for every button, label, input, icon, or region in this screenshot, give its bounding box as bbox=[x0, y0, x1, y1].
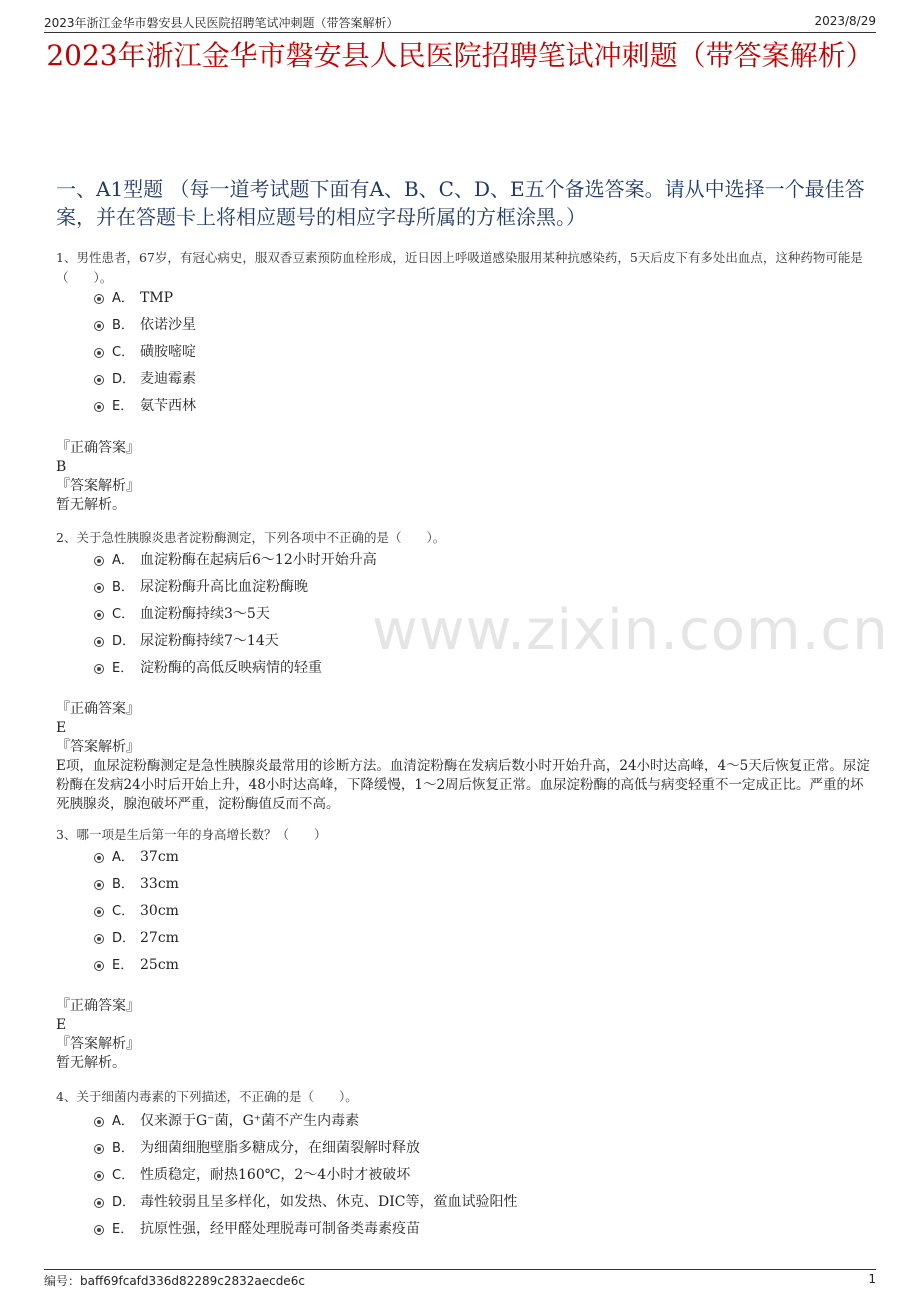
analysis-label: 『答案解析』 bbox=[56, 478, 140, 494]
analysis-label: 『答案解析』 bbox=[56, 739, 140, 755]
option-e[interactable]: E． 抗原性强，经甲醛处理脱毒可制备类毒素疫苗 bbox=[94, 1219, 420, 1239]
analysis-label: 『答案解析』 bbox=[56, 1036, 140, 1052]
radio-icon[interactable] bbox=[94, 556, 104, 566]
radio-icon[interactable] bbox=[94, 664, 104, 674]
option-a[interactable]: A． 血淀粉酶在起病后6～12小时开始升高 bbox=[94, 550, 377, 570]
answer-block bbox=[56, 700, 870, 814]
answer-label: 『正确答案』 bbox=[56, 440, 140, 456]
radio-icon[interactable] bbox=[94, 880, 104, 890]
option-a[interactable]: A． 仅来源于G⁻菌，G⁺菌不产生内毒素 bbox=[94, 1111, 359, 1131]
header-title: 2023年浙江金华市磐安县人民医院招聘笔试冲刺题（带答案解析） bbox=[44, 16, 399, 30]
option-c[interactable]: C． 磺胺嘧啶 bbox=[94, 342, 196, 362]
question-stem: 3、哪一项是生后第一年的身高增长数？（ ） bbox=[56, 827, 327, 842]
option-c[interactable]: C． 性质稳定，耐热160℃，2～4小时才被破坏 bbox=[94, 1165, 410, 1185]
answer-value: E bbox=[56, 1017, 67, 1033]
option-c[interactable]: C． 30cm bbox=[94, 901, 179, 921]
option-a[interactable]: A． TMP bbox=[94, 288, 173, 308]
answer-value: B bbox=[56, 459, 67, 475]
option-b[interactable]: B． 尿淀粉酶升高比血淀粉酶晚 bbox=[94, 577, 308, 597]
answer-label: 『正确答案』 bbox=[56, 701, 140, 717]
radio-icon[interactable] bbox=[94, 321, 104, 331]
header-date: 2023/8/29 bbox=[814, 14, 876, 28]
answer-value: E bbox=[56, 720, 67, 736]
radio-icon[interactable] bbox=[94, 375, 104, 385]
analysis-text: 暂无解析。 bbox=[56, 497, 126, 513]
radio-icon[interactable] bbox=[94, 610, 104, 620]
radio-icon[interactable] bbox=[94, 348, 104, 358]
answer-label: 『正确答案』 bbox=[56, 998, 140, 1014]
radio-icon[interactable] bbox=[94, 583, 104, 593]
analysis-text: E项，血尿淀粉酶测定是急性胰腺炎最常用的诊断方法。血清淀粉酶在发病后数小时开始升高，24小时达高峰，4～5天后恢复正常。尿淀粉酶在发病24小时后开始上升，48小时达高峰，下降缓慢，1～2周后恢复正常。血尿淀粉酶的高低与病变轻重不一定成正比。严重的坏死胰腺炎，腺泡破坏严重，淀粉酶值反而不高。 bbox=[56, 758, 870, 812]
document-title: 2023年浙江金华市磐安县人民医院招聘笔试冲刺题（带答案解析） bbox=[46, 39, 874, 72]
radio-icon[interactable] bbox=[94, 1225, 104, 1235]
page-number: 1 bbox=[868, 1272, 876, 1286]
radio-icon[interactable] bbox=[94, 1117, 104, 1127]
watermark: www.zixin.com.cn bbox=[372, 598, 889, 663]
radio-icon[interactable] bbox=[94, 961, 104, 971]
option-d[interactable]: D． 尿淀粉酶持续7～14天 bbox=[94, 631, 279, 651]
radio-icon[interactable] bbox=[94, 1144, 104, 1154]
radio-icon[interactable] bbox=[94, 637, 104, 647]
radio-icon[interactable] bbox=[94, 853, 104, 863]
section-heading: 一、A1型题 （每一道考试题下面有A、B、C、D、E五个备选答案。请从中选择一个最佳答案，并在答题卡上将相应题号的相应字母所属的方框涂黑。） bbox=[56, 177, 865, 229]
option-d[interactable]: D． 27cm bbox=[94, 928, 179, 948]
document-code: 编号：baff69fcafd336d82289c2832aecde6c bbox=[44, 1274, 305, 1288]
option-e[interactable]: E． 淀粉酶的高低反映病情的轻重 bbox=[94, 658, 322, 678]
option-b[interactable]: B． 为细菌细胞壁脂多糖成分，在细菌裂解时释放 bbox=[94, 1138, 420, 1158]
option-e[interactable]: E． 氨苄西林 bbox=[94, 396, 196, 416]
option-d[interactable]: D． 麦迪霉素 bbox=[94, 369, 196, 389]
option-a[interactable]: A． 37cm bbox=[94, 847, 179, 867]
option-d[interactable]: D． 毒性较弱且呈多样化，如发热、休克、DIC等，鲎血试验阳性 bbox=[94, 1192, 517, 1212]
radio-icon[interactable] bbox=[94, 1171, 104, 1181]
radio-icon[interactable] bbox=[94, 907, 104, 917]
answer-block bbox=[56, 439, 870, 515]
option-b[interactable]: B． 33cm bbox=[94, 874, 179, 894]
radio-icon[interactable] bbox=[94, 402, 104, 412]
question-stem: 2、关于急性胰腺炎患者淀粉酶测定，下列各项中不正确的是（ ）。 bbox=[56, 530, 446, 545]
page-footer bbox=[44, 1269, 876, 1290]
page-header bbox=[44, 12, 876, 33]
question-stem: 4、关于细菌内毒素的下列描述，不正确的是（ ）。 bbox=[56, 1089, 358, 1104]
radio-icon[interactable] bbox=[94, 1198, 104, 1208]
radio-icon[interactable] bbox=[94, 294, 104, 304]
answer-block bbox=[56, 997, 870, 1073]
option-e[interactable]: E． 25cm bbox=[94, 955, 179, 975]
radio-icon[interactable] bbox=[94, 934, 104, 944]
question-stem: 1、男性患者，67岁，有冠心病史，服双香豆素预防血栓形成，近日因上呼吸道感染服用某种抗感染药，5天后皮下有多处出血点，这种药物可能是（ ）。 bbox=[56, 250, 863, 285]
analysis-text: 暂无解析。 bbox=[56, 1055, 126, 1071]
option-b[interactable]: B． 依诺沙星 bbox=[94, 315, 196, 335]
option-c[interactable]: C． 血淀粉酶持续3～5天 bbox=[94, 604, 270, 624]
